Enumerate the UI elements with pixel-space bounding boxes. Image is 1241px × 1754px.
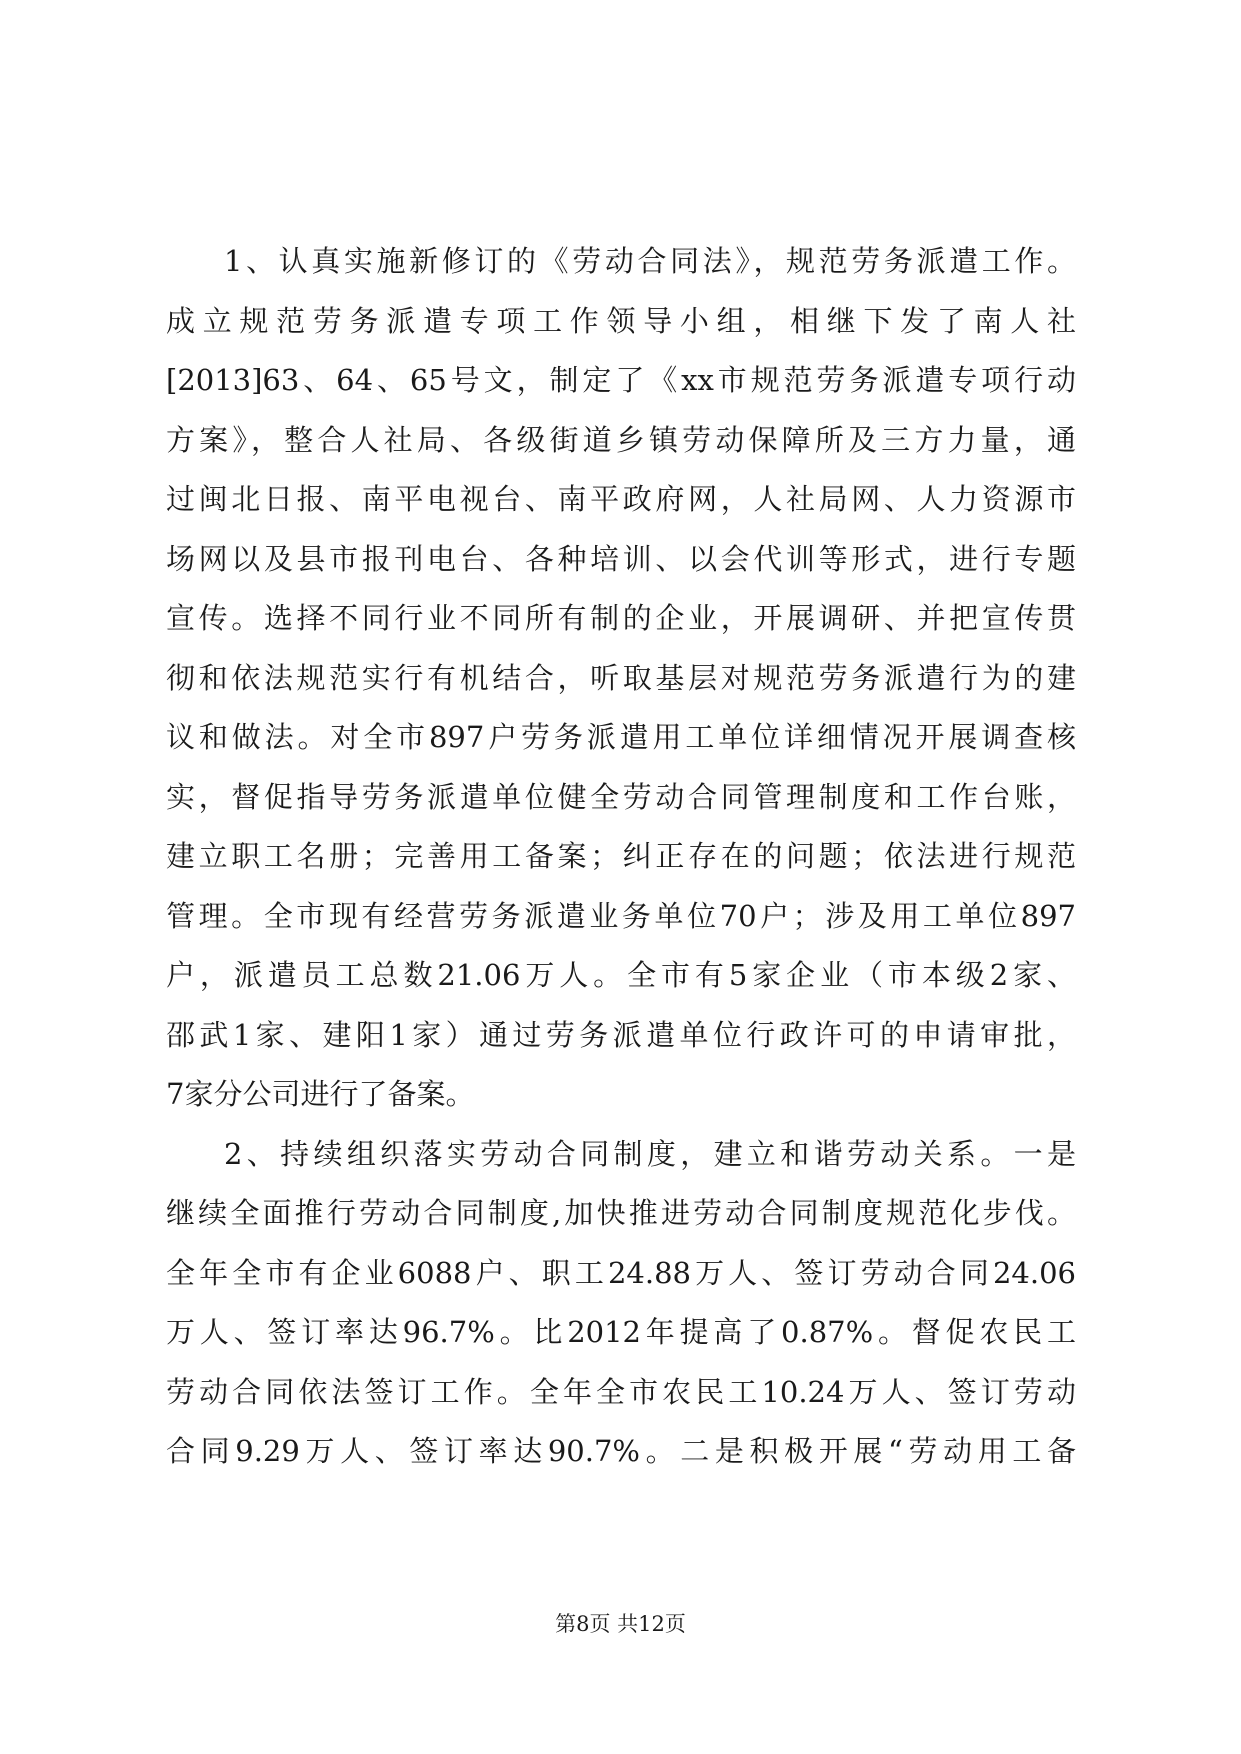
paragraph-1 (166, 232, 1076, 1125)
text-line: 实，督促指导劳务派遣单位健全劳动合同管理制度和工作台账， (166, 779, 1076, 814)
text-line: 管理。全市现有经营劳务派遣业务单位70户；涉及用工单位897 (166, 898, 1076, 933)
paragraph-2 (166, 1125, 1076, 1482)
page-number-footer: 第8页 共12页 (555, 1612, 686, 1636)
text-line: 合同9.29万人、签订率达90.7%。二是积极开展“劳动用工备 (166, 1434, 1076, 1468)
document-body (166, 232, 1076, 1482)
text-line: 邵武1家、建阳1家）通过劳务派遣单位行政许可的申请审批， (166, 1017, 1076, 1052)
text-line: 1、认真实施新修订的《劳动合同法》，规范劳务派遣工作。 (224, 244, 1076, 278)
text-line: 全年全市有企业6088户、职工24.88万人、签订劳动合同24.06 (166, 1255, 1076, 1290)
text-line: 方案》，整合人社局、各级街道乡镇劳动保障所及三方力量，通 (166, 422, 1076, 457)
text-line: 彻和依法规范实行有机结合，听取基层对规范劳务派遣行为的建 (166, 660, 1076, 695)
text-line: 议和做法。对全市897户劳务派遣用工单位详细情况开展调查核 (166, 720, 1076, 754)
text-line: 户，派遣员工总数21.06万人。全市有5家企业（市本级2家、 (166, 958, 1076, 992)
text-line: 建立职工名册；完善用工备案；纠正存在的问题；依法进行规范 (166, 839, 1076, 873)
text-line: 7家分公司进行了备案。 (166, 1077, 475, 1111)
text-line: 2、持续组织落实劳动合同制度，建立和谐劳动关系。一是 (224, 1136, 1076, 1171)
text-line: 场网以及县市报刊电台、各种培训、以会代训等形式，进行专题 (166, 541, 1076, 576)
text-line: 宣传。选择不同行业不同所有制的企业，开展调研、并把宣传贯 (166, 601, 1076, 635)
text-line: 继续全面推行劳动合同制度,加快推进劳动合同制度规范化步伐。 (166, 1196, 1076, 1230)
text-line: 过闽北日报、南平电视台、南平政府网，人社局网、人力资源市 (166, 482, 1076, 516)
text-line: 万人、签订率达96.7%。比2012年提高了0.87%。督促农民工 (166, 1315, 1076, 1349)
text-line: [2013]63、64、65号文，制定了《xx市规范劳务派遣专项行动 (166, 363, 1076, 397)
text-line: 劳动合同依法签订工作。全年全市农民工10.24万人、签订劳动 (166, 1374, 1076, 1409)
text-line: 成立规范劳务派遣专项工作领导小组，相继下发了南人社 (166, 303, 1076, 338)
